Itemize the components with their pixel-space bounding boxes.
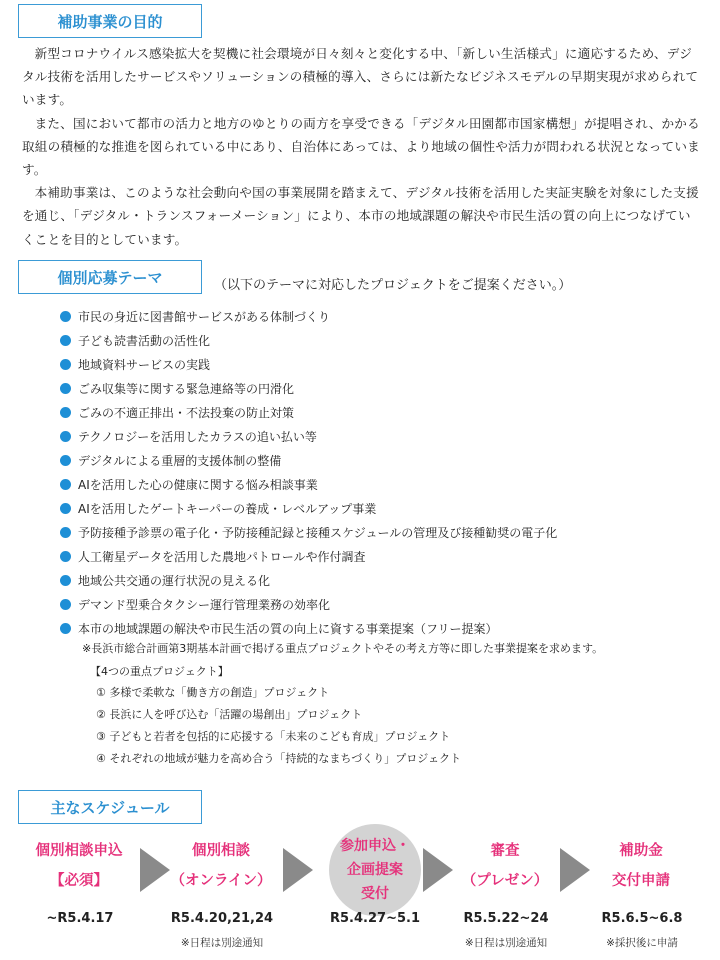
step-note: ※日程は別途通知 [464, 937, 548, 949]
bullet-dot-icon [60, 599, 71, 610]
schedule-step-consult [156, 830, 286, 902]
list-item [60, 472, 557, 496]
theme-label: 人工衛星データを活用した農地パトロールや作付調査 [78, 549, 366, 564]
step-label: 個別相談申込 [35, 843, 123, 859]
step-label: 審査 [490, 843, 520, 859]
list-item [60, 376, 557, 400]
bullet-dot-icon [60, 455, 71, 466]
step-sublabel: （プレゼン） [461, 873, 549, 889]
step-label: 参加申込・ [340, 838, 410, 854]
list-item [60, 448, 557, 472]
list-item [60, 304, 557, 328]
list-item [60, 352, 557, 376]
step-sublabel: 【必須】 [50, 873, 108, 889]
theme-label: 地域資料サービスの実践 [78, 357, 211, 372]
step-date: R5.4.27~5.1 [330, 911, 420, 926]
step-date: R5.6.5~6.8 [601, 911, 683, 926]
list-item: ④ それぞれの地域が魅力を高め合う「持続的なまちづくり」プロジェクト [96, 752, 462, 765]
list-item [60, 568, 557, 592]
theme-label: 市民の身近に図書館サービスがある体制づくり [78, 309, 331, 324]
schedule-step-review [440, 830, 570, 902]
theme-label: 予防接種予診票の電子化・予防接種記録と接種スケジュールの管理及び接種勧奨の電子化 [78, 525, 558, 540]
step-sublabel: 企画提案 [347, 862, 403, 878]
bullet-dot-icon [60, 623, 71, 634]
bullet-dot-icon [60, 359, 71, 370]
themes-note: （以下のテーマに対応したプロジェクトをご提案ください。） [214, 278, 572, 293]
purpose-paragraph: また、国において都市の活力と地方のゆとりの両方を享受できる「デジタル田園都市国家構想」が提唱され、かかる取組の積極的な推進を図られている中にあり、自治体にあっては、より地域の個性や活力が問われる状況となっています。 [22, 115, 700, 178]
step-note: ※採択後に申請 [606, 937, 678, 949]
purpose-paragraph: 本補助事業は、このような社会動向や国の事業展開を踏まえて、デジタル技術を活用した実証実験を対象にした支援を通じ、「デジタル・トランスフォーメーション」により、本市の地域課題の解決や市民生活の質の向上につなげていくことを目的としています。 [22, 185, 699, 247]
bullet-dot-icon [60, 335, 71, 346]
theme-label: ごみ収集等に関する緊急連絡等の円滑化 [78, 381, 295, 396]
arrow-right-icon [283, 848, 313, 892]
bullet-dot-icon [60, 551, 71, 562]
step-date: R5.4.20,21,24 [170, 911, 274, 926]
theme-label: 地域公共交通の運行状況の見える化 [78, 573, 271, 588]
purpose-text [22, 42, 702, 251]
bullet-dot-icon [60, 479, 71, 490]
schedule-step-proposal [329, 824, 421, 916]
theme-label: デマンド型乗合タクシー運行管理業務の効率化 [78, 597, 331, 612]
list-item [60, 592, 557, 616]
step-label: 個別相談 [192, 843, 250, 859]
bullet-dot-icon [60, 383, 71, 394]
theme-label: 本市の地域課題の解決や市民生活の質の向上に資する事業提案（フリー提案） [78, 621, 498, 636]
schedule-section-title: 主なスケジュール [18, 790, 202, 824]
list-item [60, 496, 557, 520]
bullet-dot-icon [60, 407, 71, 418]
theme-label: AIを活用したゲートキーパーの養成・レベルアップ事業 [78, 501, 377, 516]
bullet-dot-icon [60, 575, 71, 586]
step-note: ※日程は別途通知 [180, 937, 264, 949]
bullet-dot-icon [60, 311, 71, 322]
list-item [60, 544, 557, 568]
step-sublabel: 交付申請 [612, 873, 670, 889]
theme-list [60, 304, 557, 640]
step-sublabel: 受付 [361, 886, 389, 902]
step-sublabel: （オンライン） [170, 873, 272, 889]
list-item [60, 424, 557, 448]
focus-projects-heading: 【4つの重点プロジェクト】 [90, 665, 229, 678]
list-item: ③ 子どもと若者を包括的に応援する「未来のこども育成」プロジェクト [96, 730, 451, 743]
step-date: R5.5.22~24 [463, 911, 549, 926]
focus-projects-list [96, 681, 461, 769]
themes-section-title: 個別応募テーマ [18, 260, 202, 294]
bullet-dot-icon [60, 527, 71, 538]
bullet-dot-icon [60, 503, 71, 514]
list-item [60, 520, 557, 544]
schedule-step-consult-apply [14, 830, 144, 902]
theme-label: AIを活用した心の健康に関する悩み相談事業 [78, 477, 318, 492]
step-date: ~R5.4.17 [46, 911, 114, 926]
step-label: 補助金 [619, 843, 663, 859]
theme-label: デジタルによる重層的支援体制の整備 [78, 453, 282, 468]
list-item [60, 616, 557, 640]
theme-label: 子ども読書活動の活性化 [78, 333, 211, 348]
list-item [60, 400, 557, 424]
list-item [60, 328, 557, 352]
purpose-section-title: 補助事業の目的 [18, 4, 202, 38]
bullet-dot-icon [60, 431, 71, 442]
free-proposal-note: ※長浜市総合計画第3期基本計画で掲げる重点プロジェクトやその考え方等に即した事業提案を求めます。 [82, 642, 604, 655]
theme-label: テクノロジーを活用したカラスの追い払い等 [78, 429, 317, 444]
list-item: ① 多様で柔軟な「働き方の創造」プロジェクト [96, 686, 330, 699]
list-item: ② 長浜に人を呼び込む「活躍の場創出」プロジェクト [96, 708, 363, 721]
schedule-step-grant-apply [576, 830, 706, 902]
purpose-paragraph: 新型コロナウイルス感染拡大を契機に社会環境が日々刻々と変化する中、「新しい生活様式」に適応するため、デジタル技術を活用したサービスやソリューションの積極的導入、さらには新たなビジネスモデルの早期実現が求められています。 [22, 46, 699, 108]
theme-label: ごみの不適正排出・不法投棄の防止対策 [78, 405, 295, 420]
